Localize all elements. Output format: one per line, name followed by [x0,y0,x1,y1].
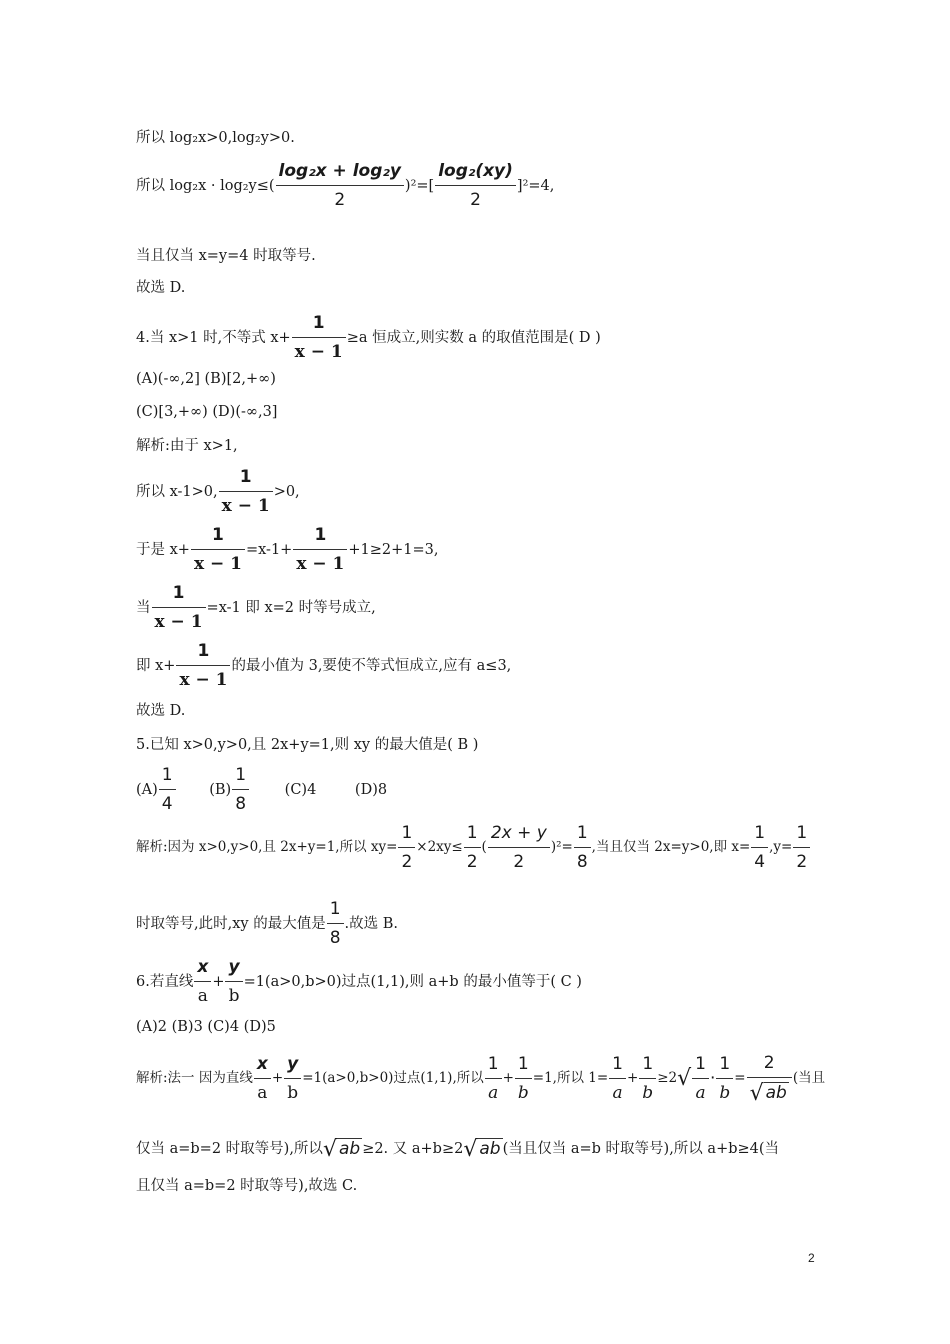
text: ,y= [769,839,793,855]
text: ×2xy≤ [416,839,463,855]
numerator: 1 [793,822,810,848]
text: ,当且仅当 2x=y>0,即 x= [591,839,751,855]
numerator: 1 [574,822,591,848]
options-line [136,764,387,815]
text-line [136,1176,357,1196]
text: ( [481,839,487,855]
denominator: x − 1 [294,342,343,362]
fraction [488,822,550,873]
numerator: 2 [747,1052,792,1078]
text: =1,所以 1= [532,1069,609,1086]
text: )²=[ [404,177,435,194]
text: 当且仅当 x=y=4 时取等号. [136,248,316,264]
text: 且仅当 a=b=2 时取等号),故选 C. [136,1178,358,1194]
text: 当 [136,599,151,616]
text: ]²=4, [516,177,555,194]
text: (A) [136,781,158,798]
equation-line [136,1137,780,1162]
denominator: a [257,1082,268,1103]
equation-line [136,466,300,517]
text: 所以 log₂x · log₂y≤( [136,177,275,194]
text: (当且 [792,1069,826,1086]
radical-sign-icon: √ [322,1137,337,1162]
text: 5.已知 x>0,y>0,且 2x+y=1,则 xy 的最大值是( B ) [136,737,479,753]
numerator: 1 [515,1053,532,1079]
fraction [609,1053,626,1104]
text: 所以 log₂x>0,log₂y>0. [136,130,295,146]
denominator: x − 1 [193,554,242,574]
denominator: 2 [513,852,525,872]
text: = [734,1069,746,1086]
text: + [626,1069,639,1086]
text: 时取等号,此时,xy 的最大值是 [136,915,326,932]
text: 故选 D. [136,703,186,719]
text: + [502,1069,514,1086]
equation-line [136,582,376,633]
square-root [750,1081,789,1104]
denominator: x − 1 [154,612,203,632]
denominator: b [517,1082,529,1103]
denominator: 2 [466,852,478,872]
numerator: 1 [292,312,346,338]
denominator: a [488,1082,499,1103]
text-line [136,701,185,721]
numerator: 1 [176,640,230,666]
fraction [716,1053,733,1104]
text: =1(a>0,b>0)过点(1,1),所以 [302,1069,484,1086]
question-6 [136,956,582,1007]
numerator: 1 [191,524,245,550]
fraction [152,582,206,633]
denominator: 2 [470,190,481,210]
fraction [191,524,245,575]
fraction [194,956,211,1007]
numerator: 1 [219,466,273,492]
fraction [515,1053,532,1104]
text: (D)8 [354,781,388,798]
text-line [136,246,316,266]
equation-line [136,822,811,873]
text: 4.当 x>1 时,不等式 x+ [136,329,291,346]
denominator: 8 [576,852,588,872]
fraction [232,764,249,815]
equation-line [136,160,554,211]
text: 解析:因为 x>0,y>0,且 2x+y=1,所以 xy= [136,839,398,855]
options-line [136,1017,276,1037]
square-root [677,1053,734,1104]
text: (C)[3,+∞) (D)(-∞,3] [136,404,278,420]
text: + [212,973,225,990]
text-line [136,436,238,456]
text: 即 x+ [136,657,176,674]
fraction [639,1053,656,1104]
denominator [747,1078,792,1104]
fraction [747,1052,792,1104]
options-line [136,369,276,389]
numerator: log₂(xy) [435,160,516,186]
fraction [276,160,404,211]
numerator: x [194,956,211,982]
fraction [464,822,481,873]
numerator: x [254,1053,271,1079]
text: 仅当 a=b=2 时取等号),所以 [136,1140,323,1157]
equation-line [136,524,439,575]
numerator: 1 [232,764,249,790]
text: 所以 x-1>0, [136,483,218,500]
text: ≥2 [657,1069,678,1086]
fraction [793,822,810,873]
numerator: y [284,1053,301,1079]
numerator: 1 [159,764,176,790]
numerator: 1 [609,1053,626,1079]
page-number: 2 [808,1251,815,1265]
denominator: 2 [796,852,808,872]
fraction [751,822,768,873]
denominator: x − 1 [296,554,345,574]
numerator: 1 [152,582,206,608]
text: (C)4 [284,781,317,798]
fraction [327,898,344,949]
text: 6.若直线 [136,973,194,990]
numerator: 1 [639,1053,656,1079]
radical-sign-icon: √ [677,1066,692,1091]
numerator: 1 [716,1053,733,1079]
fraction [225,956,242,1007]
denominator: 4 [754,852,766,872]
fraction [692,1053,709,1104]
radicand: ab [765,1083,787,1103]
numerator: 1 [398,822,415,848]
numerator: 1 [327,898,344,924]
numerator: y [225,956,242,982]
text: + [271,1069,284,1086]
denominator: b [287,1082,299,1103]
numerator: 1 [692,1053,709,1079]
text: ≥a 恒成立,则实数 a 的取值范围是( D ) [346,329,601,346]
denominator: b [228,986,240,1006]
numerator: 1 [293,524,347,550]
question-5 [136,735,478,755]
fraction [574,822,591,873]
text: .故选 B. [344,915,399,932]
fraction [254,1053,271,1104]
square-root [463,1137,502,1162]
text: =1(a>0,b>0)过点(1,1),则 a+b 的最小值等于( C ) [243,973,582,990]
text: =x-1 即 x=2 时等号成立, [206,599,376,616]
fraction [485,1053,502,1104]
radicand: ab [479,1139,501,1159]
text: +1≥2+1=3, [348,541,439,558]
denominator: 8 [329,928,341,948]
text-line [136,278,185,298]
fraction [398,822,415,873]
fraction [219,466,273,517]
numerator: 1 [751,822,768,848]
fraction [159,764,176,815]
fraction [176,640,230,691]
text: 解析:由于 x>1, [136,438,238,454]
fraction [292,312,346,363]
fraction [293,524,347,575]
text: =x-1+ [245,541,293,558]
question-4 [136,312,601,363]
square-root [322,1137,362,1162]
text: 于是 x+ [136,541,190,558]
denominator: a [197,986,208,1006]
denominator: b [642,1082,654,1103]
fraction [435,160,516,211]
text: (当且仅当 a=b 时取等号),所以 a+b≥4(当 [502,1140,780,1157]
equation-line [136,1052,825,1104]
denominator: 2 [401,852,413,872]
text: (A)2 (B)3 (C)4 (D)5 [136,1019,276,1035]
text: 故选 D. [136,280,186,296]
text: 的最小值为 3,要使不等式恒成立,应有 a≤3, [231,657,512,674]
denominator: a [612,1082,623,1103]
options-line [136,402,277,422]
radical-sign-icon: √ [463,1137,478,1162]
radicand: ab [338,1139,361,1159]
text: ≥2. 又 a+b≥2 [362,1140,464,1157]
text: )²= [550,839,573,855]
denominator: 4 [161,794,173,814]
radical-sign-icon: √ [749,1081,764,1106]
denominator: x − 1 [179,670,228,690]
numerator: log₂x + log₂y [276,160,404,186]
numerator: 1 [485,1053,502,1079]
denominator: 8 [235,794,247,814]
text: (B) [209,781,232,798]
text: 解析:法一 因为直线 [136,1069,253,1086]
text: >0, [273,483,300,500]
denominator: x − 1 [221,496,270,516]
denominator: b [719,1082,731,1103]
denominator: 2 [334,190,346,210]
denominator: a [695,1082,706,1103]
fraction [284,1053,301,1104]
equation-line [136,640,511,691]
text-line [136,128,295,148]
numerator: 2x + y [488,822,550,848]
text: · [709,1068,716,1088]
text: (A)(-∞,2] (B)[2,+∞) [136,371,276,387]
numerator: 1 [464,822,481,848]
equation-line [136,898,398,949]
